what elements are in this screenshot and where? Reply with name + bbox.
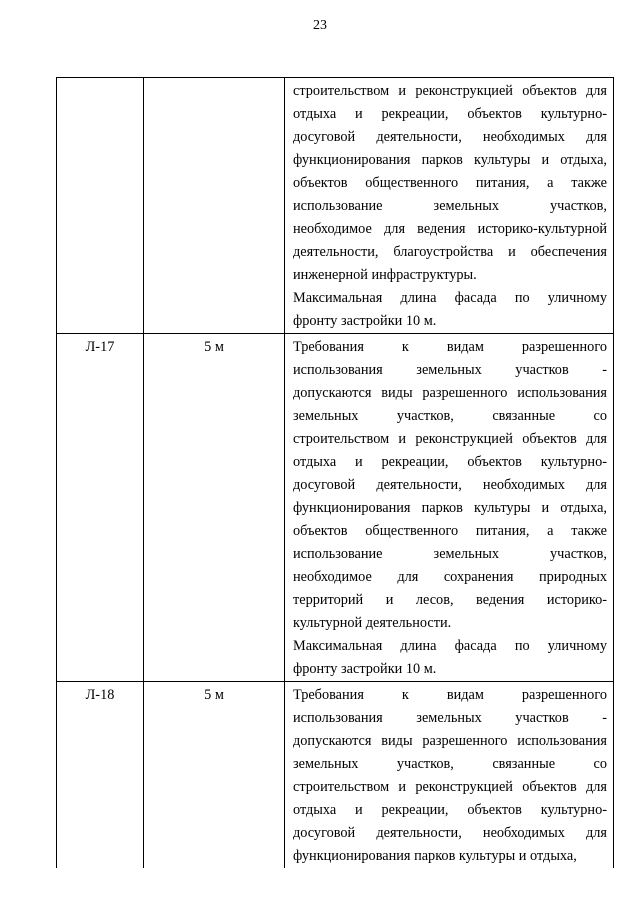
requirements-text-line: использование земельных участков,	[293, 546, 607, 562]
requirements-text-line: деятельности, благоустройства и обеспечения	[293, 244, 607, 260]
zone-code	[57, 78, 143, 80]
requirements-text-line: допускаются виды разрешенного использования	[293, 733, 607, 749]
requirements-text-line: функционирования парков культуры и отдыха,	[293, 500, 607, 516]
requirements-text-line: досуговой деятельности, необходимых для	[293, 129, 607, 145]
page-number: 23	[313, 18, 327, 33]
requirements-text-line: использования земельных участков -	[293, 362, 607, 378]
requirements-text-line: необходимое для сохранения природных	[293, 569, 607, 585]
requirements-text-line: фронту застройки 10 м.	[293, 661, 437, 677]
requirements-text-line: Максимальная длина фасада по уличному	[293, 290, 607, 306]
table-row	[57, 682, 614, 869]
requirements-text-line: отдыха и рекреации, объектов культурно-	[293, 106, 607, 122]
requirements-text-line: объектов общественного питания, а также	[293, 523, 607, 539]
requirements-text-line: культурной деятельности.	[293, 615, 452, 631]
requirements-text-line: Требования к видам разрешенного	[293, 687, 607, 703]
requirements-text-line: отдыха и рекреации, объектов культурно-	[293, 802, 607, 818]
requirements-text-line: инженерной инфраструктуры.	[293, 267, 477, 283]
requirements-text-line: допускаются виды разрешенного использования	[293, 385, 607, 401]
setback-cell	[144, 78, 285, 334]
zone-code-cell	[57, 334, 144, 682]
requirements-text-line: использование земельных участков,	[293, 198, 607, 214]
requirements-text-line: необходимое для ведения историко-культурной	[293, 221, 607, 237]
zone-code: Л-18	[85, 687, 115, 703]
requirements-text-line: земельных участков, связанные со	[293, 756, 607, 772]
requirements-cell	[285, 334, 614, 682]
zoning-table	[56, 77, 614, 868]
requirements-text-line: объектов общественного питания, а также	[293, 175, 607, 191]
requirements-text-line: строительством и реконструкцией объектов для	[293, 431, 607, 447]
table-row	[57, 78, 614, 334]
requirements-text-line: досуговой деятельности, необходимых для	[293, 477, 607, 493]
requirements-text-line: территорий и лесов, ведения историко-	[293, 592, 607, 608]
requirements-text-line: фронту застройки 10 м.	[293, 313, 437, 329]
requirements-text-line: земельных участков, связанные со	[293, 408, 607, 424]
requirements-text-line: Требования к видам разрешенного	[293, 339, 607, 355]
requirements-cell	[285, 682, 614, 869]
requirements-text-line: досуговой деятельности, необходимых для	[293, 825, 607, 841]
setback-cell	[144, 682, 285, 869]
setback-cell	[144, 334, 285, 682]
requirements-text-line: использования земельных участков -	[293, 710, 607, 726]
table-row	[57, 334, 614, 682]
requirements-text-line: отдыха и рекреации, объектов культурно-	[293, 454, 607, 470]
requirements-text-line: строительством и реконструкцией объектов для	[293, 83, 607, 99]
requirements-text-line: Максимальная длина фасада по уличному	[293, 638, 607, 654]
requirements-cell	[285, 78, 614, 334]
zone-code: Л-17	[85, 339, 115, 355]
setback-value	[144, 78, 284, 80]
requirements-text-line: строительством и реконструкцией объектов для	[293, 779, 607, 795]
setback-value: 5 м	[204, 339, 224, 355]
zone-code-cell	[57, 682, 144, 869]
requirements-text-line: функционирования парков культуры и отдыха,	[293, 848, 577, 864]
requirements-text-line: функционирования парков культуры и отдыха,	[293, 152, 607, 168]
zone-code-cell	[57, 78, 144, 334]
setback-value: 5 м	[204, 687, 224, 703]
